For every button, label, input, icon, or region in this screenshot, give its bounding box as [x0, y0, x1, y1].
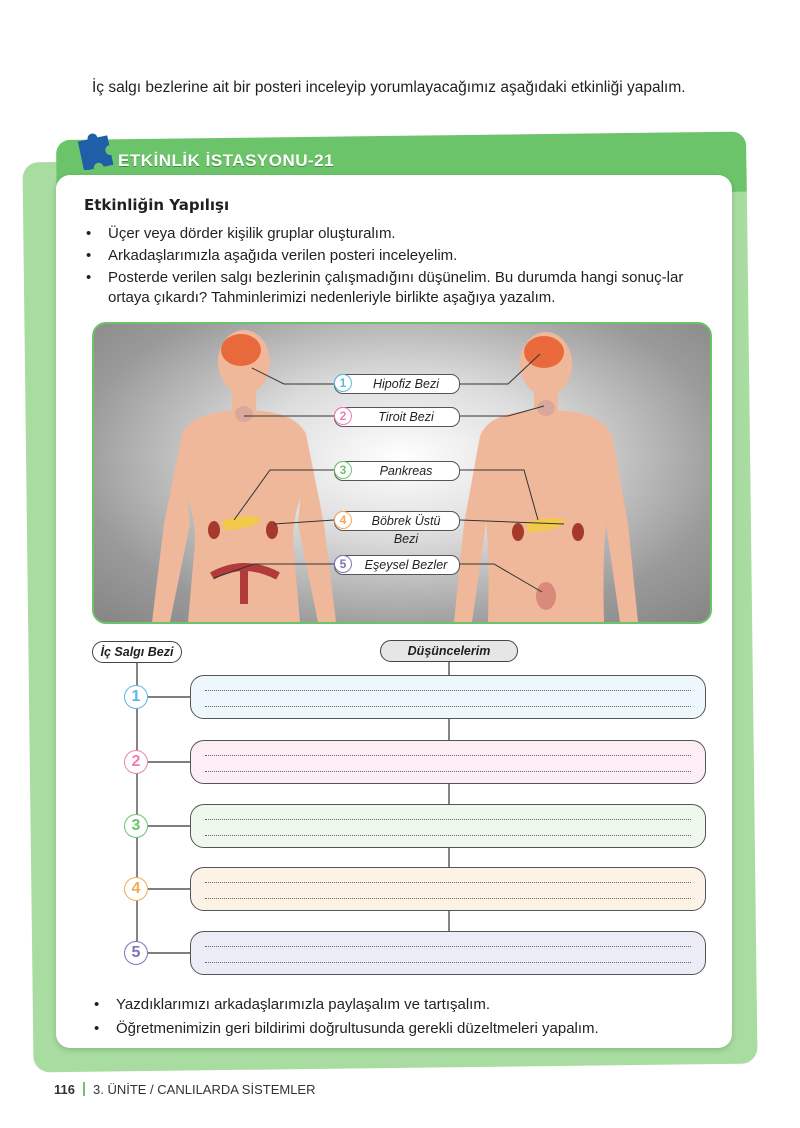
- answer-box-4[interactable]: [190, 867, 706, 911]
- poster-label-text: Hipofiz Bezi: [373, 377, 439, 391]
- row-number: 1: [124, 685, 148, 709]
- poster-label-text: Böbrek Üstü Bezi: [371, 514, 441, 546]
- chapter-label: 3. ÜNİTE / CANLILARDA SİSTEMLER: [92, 1082, 316, 1097]
- poster-label-number: 5: [334, 555, 352, 573]
- left-column-header: İç Salgı Bezi: [92, 641, 182, 663]
- poster-label-text: Pankreas: [379, 464, 433, 478]
- step-item: • Üçer veya dörder kişilik gruplar oluşturalım.: [84, 224, 704, 244]
- row-number: 2: [124, 750, 148, 774]
- activity-label: ETKİNLİK İSTASYONU-21: [118, 151, 335, 170]
- poster-label-text: Tiroit Bezi: [378, 410, 434, 424]
- row-number: 3: [124, 814, 148, 838]
- step-item: • Posterde verilen salgı bezlerinin çalışmadığını düşünelim. Bu durumda hangi sonuç-lar ortaya çıkardı? Tahminlerimizi nedenleriyle birlikte aşağıya yazalım.: [84, 268, 704, 308]
- poster-label-number: 4: [334, 511, 352, 529]
- intro-text: İç salgı bezlerine ait bir posteri inceleyip yorumlayacağımız aşağıdaki etkinliği yapalım.: [92, 79, 686, 96]
- right-column-header: Düşüncelerim: [380, 640, 518, 662]
- poster-label-number: 3: [334, 461, 352, 479]
- poster-label-text: Eşeysel Bezler: [364, 558, 448, 572]
- row-number: 4: [124, 877, 148, 901]
- poster-label-number: 2: [334, 407, 352, 425]
- closing-step-item: • Yazdıklarımızı arkadaşlarımızla paylaşalım ve tartışalım.: [92, 994, 712, 1016]
- closing-step-item: • Öğretmenimizin geri bildirimi doğrultusunda gerekli düzeltmeleri yapalım.: [92, 1018, 712, 1040]
- answer-box-3[interactable]: [190, 804, 706, 848]
- answer-box-1[interactable]: [190, 675, 706, 719]
- footer-divider: [83, 1082, 85, 1096]
- page-footer: [54, 1082, 316, 1097]
- answer-box-2[interactable]: [190, 740, 706, 784]
- section-title: Etkinliğin Yapılışı: [84, 196, 230, 214]
- page-number: 116: [54, 1082, 75, 1097]
- row-number: 5: [124, 941, 148, 965]
- poster-label-number: 1: [334, 374, 352, 392]
- answer-box-5[interactable]: [190, 931, 706, 975]
- closing-steps-list: [92, 994, 712, 1042]
- step-item: • Arkadaşlarımızla aşağıda verilen posteri inceleyelim.: [84, 246, 704, 266]
